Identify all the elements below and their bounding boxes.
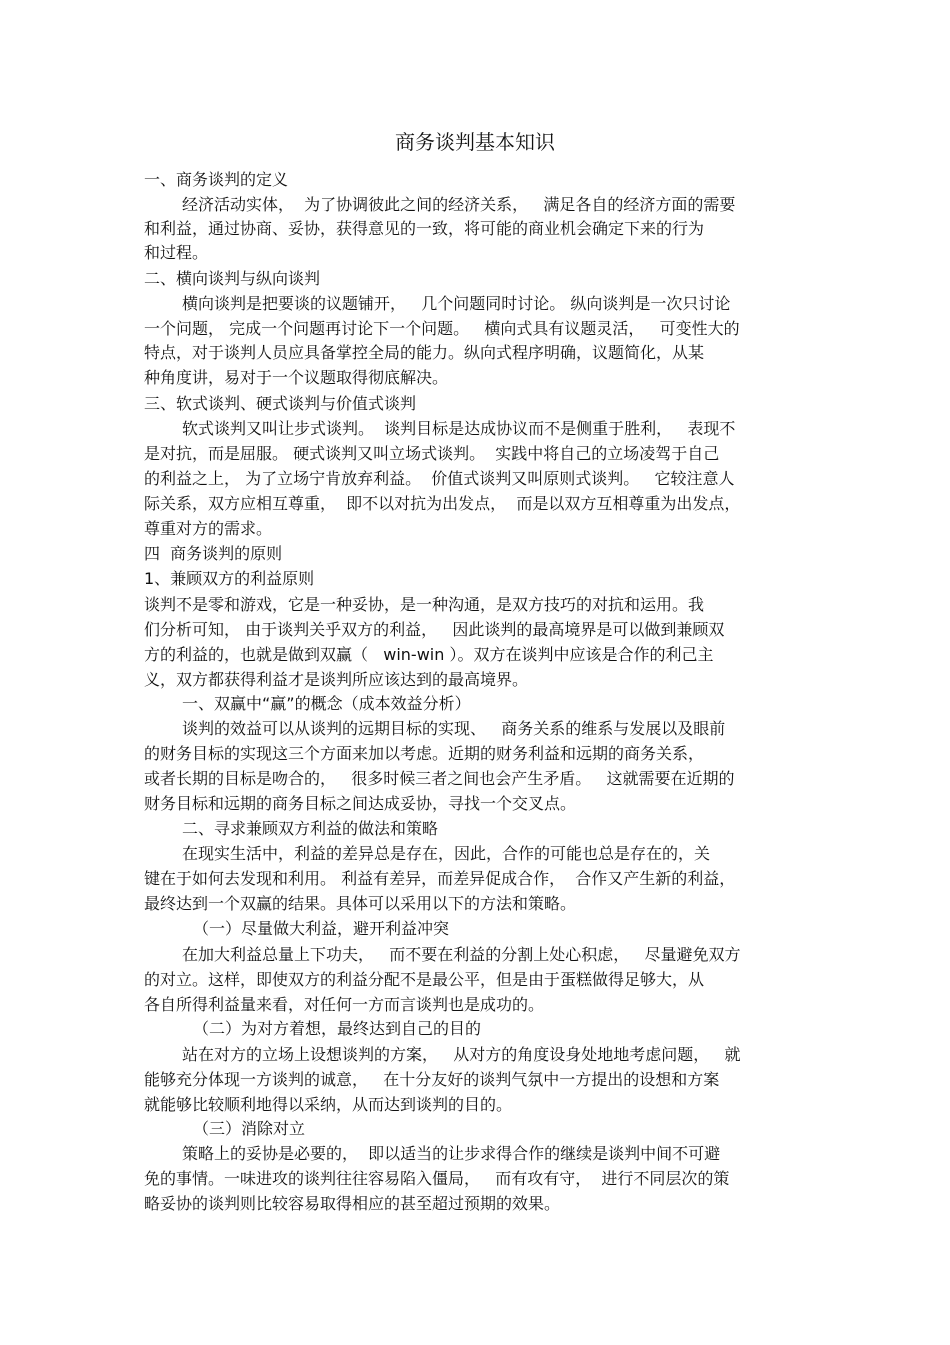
paragraph-line: 和利益，通过协商、妥协，获得意见的一致，将可能的商业机会确定下来的行为 — [144, 219, 705, 238]
paragraph-line: 义，双方都获得利益才是谈判所应该达到的最高境界。 — [144, 670, 529, 689]
section-heading: 一、商务谈判的定义 — [144, 170, 289, 189]
paragraph-line: 经济活动实体， 为了协调彼此之间的经济关系， 满足各自的经济方面的需要 — [182, 195, 736, 214]
subsection-heading: 1、兼顾双方的利益原则 — [144, 569, 315, 588]
paragraph-line: 各自所得利益量来看，对任何一方而言谈判也是成功的。 — [144, 995, 545, 1014]
paragraph-line: 就能够比较顺利地得以采纳，从而达到谈判的目的。 — [144, 1095, 513, 1114]
section-heading: 三、软式谈判、硬式谈判与价值式谈判 — [144, 394, 417, 413]
paragraph-line: 最终达到一个双赢的结果。具体可以采用以下的方法和策略。 — [144, 894, 577, 913]
section-heading: 二、横向谈判与纵向谈判 — [144, 269, 321, 288]
paragraph-line: 的财务目标的实现这三个方面来加以考虑。近期的财务利益和远期的商务关系， — [144, 744, 705, 763]
paragraph-line: 或者长期的目标是吻合的， 很多时候三者之间也会产生矛盾。 这就需要在近期的 — [144, 769, 735, 788]
subsection-heading: （三）消除对立 — [193, 1119, 306, 1138]
paragraph-line: 际关系，双方应相互尊重， 即不以对抗为出发点， 而是以双方互相尊重为出发点， — [144, 494, 741, 513]
paragraph-line: 策略上的妥协是必要的， 即以适当的让步求得合作的继续是谈判中间不可避 — [182, 1144, 721, 1163]
paragraph-line: 免的事情。一味进攻的谈判往往容易陷入僵局， 而有攻有守， 进行不同层次的策 — [144, 1169, 730, 1188]
paragraph-line: 尊重对方的需求。 — [144, 519, 273, 538]
paragraph-line: 财务目标和远期的商务目标之间达成妥协，寻找一个交叉点。 — [144, 794, 577, 813]
paragraph-line: 的对立。这样，即使双方的利益分配不是最公平，但是由于蛋糕做得足够大，从 — [144, 970, 705, 989]
paragraph-line: 特点，对于谈判人员应具备掌控全局的能力。纵向式程序明确，议题简化，从某 — [144, 343, 705, 362]
paragraph-line: 在加大利益总量上下功夫， 而不要在利益的分割上处心积虑， 尽量避免双方 — [182, 945, 741, 964]
paragraph-line: 们分析可知， 由于谈判关乎双方的利益， 因此谈判的最高境界是可以做到兼顾双 — [144, 620, 725, 639]
paragraph-line: 一个问题， 完成一个问题再讨论下一个问题。 横向式具有议题灵活， 可变性大的 — [144, 319, 740, 338]
subsection-heading: 一、双赢中“赢”的概念（成本效益分析） — [182, 694, 471, 713]
paragraph-line: 的利益之上， 为了立场宁肯放弃利益。 价值式谈判又叫原则式谈判。 它较注意人 — [144, 469, 735, 488]
subsection-heading: （一）尽量做大利益，避开利益冲突 — [193, 919, 450, 938]
subsection-heading: （二）为对方着想，最终达到自己的目的 — [193, 1019, 482, 1038]
paragraph-line: 方的利益的，也就是做到双赢（ win-win ）。双方在谈判中应该是合作的利己主 — [144, 645, 714, 664]
paragraph-line: 略妥协的谈判则比较容易取得相应的甚至超过预期的效果。 — [144, 1194, 561, 1213]
paragraph-line: 横向谈判是把要谈的议题铺开， 几个问题同时讨论。 纵向谈判是一次只讨论 — [182, 294, 731, 313]
paragraph-line: 种角度讲，易对于一个议题取得彻底解决。 — [144, 368, 449, 387]
paragraph-line: 是对抗，而是屈服。 硬式谈判又叫立场式谈判。 实践中将自己的立场凌驾于自己 — [144, 444, 720, 463]
paragraph-line: 键在于如何去发现和利用。 利益有差异，而差异促成合作， 合作又产生新的利益， — [144, 869, 736, 888]
paragraph-line: 谈判的效益可以从谈判的远期目标的实现、 商务关系的维系与发展以及眼前 — [182, 719, 726, 738]
paragraph-line: 能够充分体现一方谈判的诚意， 在十分友好的谈判气氛中一方提出的设想和方案 — [144, 1070, 720, 1089]
paragraph-line: 和过程。 — [144, 243, 209, 262]
section-heading: 四 商务谈判的原则 — [144, 544, 283, 563]
document-title: 商务谈判基本知识 — [395, 130, 555, 154]
paragraph-line: 软式谈判又叫让步式谈判。 谈判目标是达成协议而不是侧重于胜利， 表现不 — [182, 419, 736, 438]
paragraph-line: 谈判不是零和游戏，它是一种妥协，是一种沟通，是双方技巧的对抗和运用。我 — [144, 595, 705, 614]
subsection-heading: 二、寻求兼顾双方利益的做法和策略 — [182, 819, 439, 838]
paragraph-line: 站在对方的立场上设想谈判的方案， 从对方的角度设身处地地考虑问题， 就 — [182, 1045, 741, 1064]
paragraph-line: 在现实生活中，利益的差异总是存在，因此，合作的可能也总是存在的，关 — [182, 844, 711, 863]
